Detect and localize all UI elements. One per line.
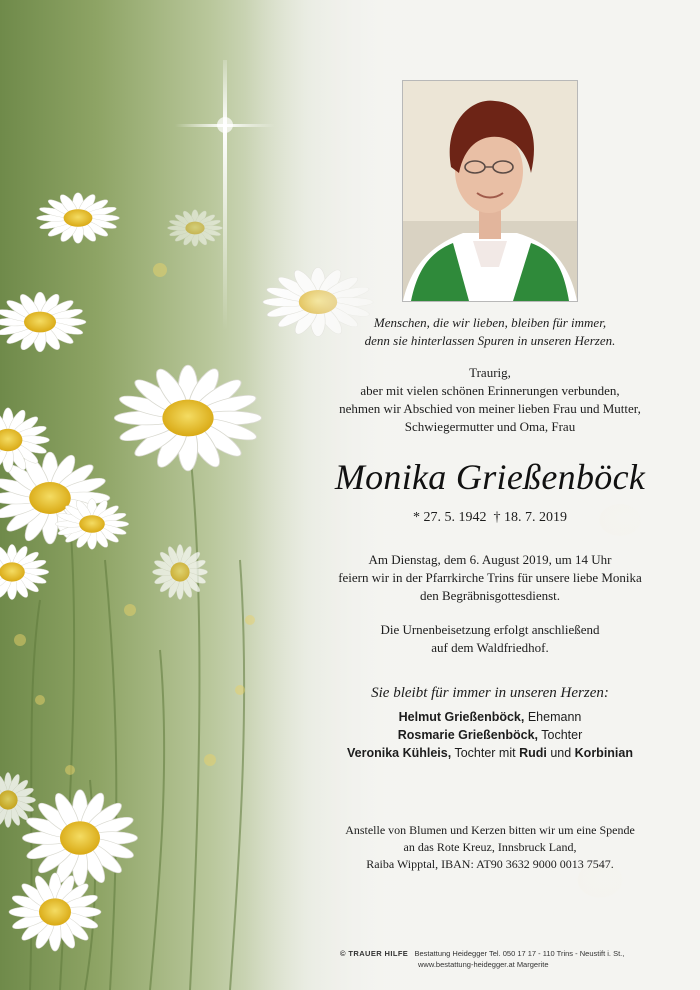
member-name: Helmut Grießenböck, [398,710,525,724]
member-relation: Tochter mit [451,746,520,760]
urn-line: Die Urnenbeisetzung erfolgt anschließend [380,622,600,637]
service-line: feiern wir in der Pfarrkirche Trins für unsere liebe Monika [338,570,642,585]
verse [300,314,680,350]
intro-line: aber mit vielen schönen Erinnerungen verbunden, [360,383,620,398]
motto: Sie bleibt für immer in unseren Herzen: [371,685,609,701]
life-dates: * 27. 5. 1942 † 18. 7. 2019 [413,510,567,525]
footer-website[interactable]: www.bestattung-heidegger.at Margerite [418,960,549,969]
intro-line: Traurig, [469,365,511,380]
intro-line: Schwiegermutter und Oma, Frau [404,419,576,434]
member-name: Korbinian [574,746,633,760]
verse-line: denn sie hinterlassen Spuren in unseren Herzen. [364,333,616,348]
service-line: Am Dienstag, dem 6. August 2019, um 14 Uhr [368,552,612,567]
donation-line: an das Rote Kreuz, Innsbruck Land, [403,840,577,854]
cross-icon [170,60,280,340]
member-name: Veronika Kühleis, [346,746,452,760]
member-relation: Ehemann [524,710,582,724]
verse-line: Menschen, die wir lieben, bleiben für immer, [373,315,607,330]
urn-burial-note [300,621,680,657]
portrait-photo [402,80,578,302]
member-name: Rosmarie Grießenböck, [397,728,539,742]
member-relation: Tochter [538,728,583,742]
donation-line: Raiba Wipptal, IBAN: AT90 3632 9000 0013 7547. [366,857,614,871]
service-announcement [300,551,680,605]
donation-line: Anstelle von Blumen und Kerzen bitten wir um eine Spende [345,823,635,837]
intro-line: nehmen wir Abschied von meiner lieben Frau und Mutter, [339,401,641,416]
donation-request [300,822,680,873]
footer-imprint [340,948,650,970]
service-line: den Begräbnisgottesdienst. [419,588,561,603]
footer-contact: Bestattung Heidegger Tel. 050 17 17 - 110 Trins - Neustift i. St., [414,949,625,958]
family-member [300,726,680,744]
intro-text [300,364,680,436]
member-name: Rudi [519,746,547,760]
member-relation: und [546,746,575,760]
deceased-name: Monika Grießenböck [334,457,646,497]
family-list [300,708,680,762]
family-member [300,744,680,762]
footer-row [340,948,650,959]
family-member [300,708,680,726]
brand-logo: © TRAUER HILFE [340,949,409,958]
urn-line: auf dem Waldfriedhof. [431,640,549,655]
